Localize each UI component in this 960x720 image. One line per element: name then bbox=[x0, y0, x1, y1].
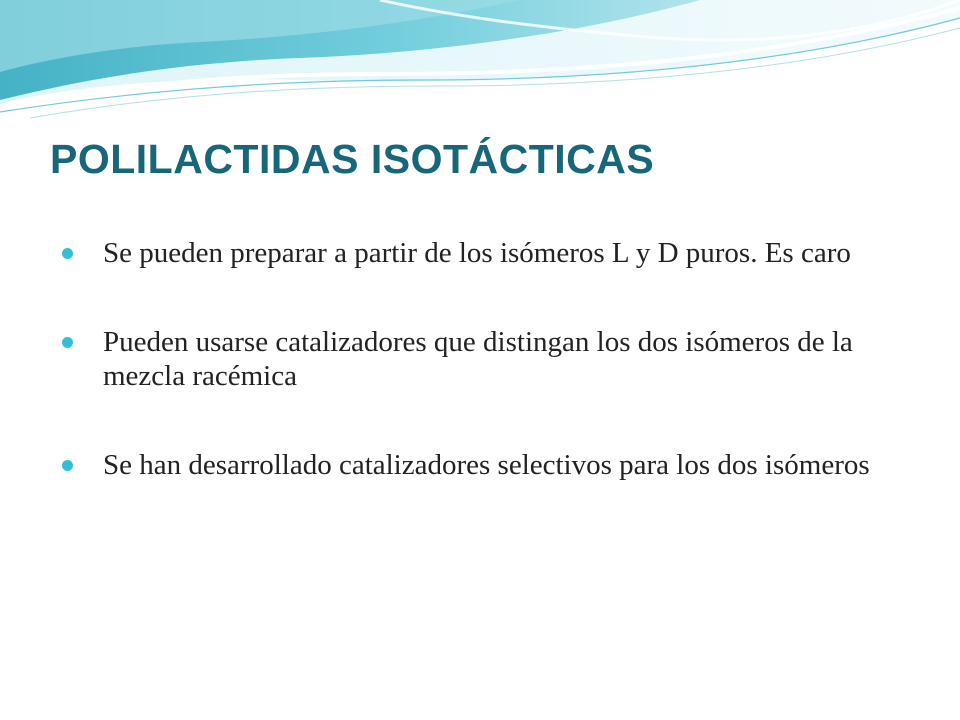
header-swoosh-decoration bbox=[0, 0, 960, 130]
bullet-text: Se han desarrollado catalizadores selectivos para los dos isómeros bbox=[103, 449, 870, 481]
bullet-text: Se pueden preparar a partir de los isómeros L y D puros. Es caro bbox=[103, 237, 851, 269]
bullet-list bbox=[62, 236, 898, 537]
bullet-dot-icon bbox=[62, 337, 73, 348]
bullet-item bbox=[62, 236, 898, 270]
bullet-item bbox=[62, 448, 898, 482]
bullet-item bbox=[62, 325, 898, 393]
bullet-dot-icon bbox=[62, 460, 73, 471]
bullet-dot-icon bbox=[62, 248, 73, 259]
bullet-text: Pueden usarse catalizadores que distingan los dos isómeros de la mezcla racémica bbox=[103, 326, 853, 392]
slide-title: POLILACTIDAS ISOTÁCTICAS bbox=[50, 136, 655, 182]
